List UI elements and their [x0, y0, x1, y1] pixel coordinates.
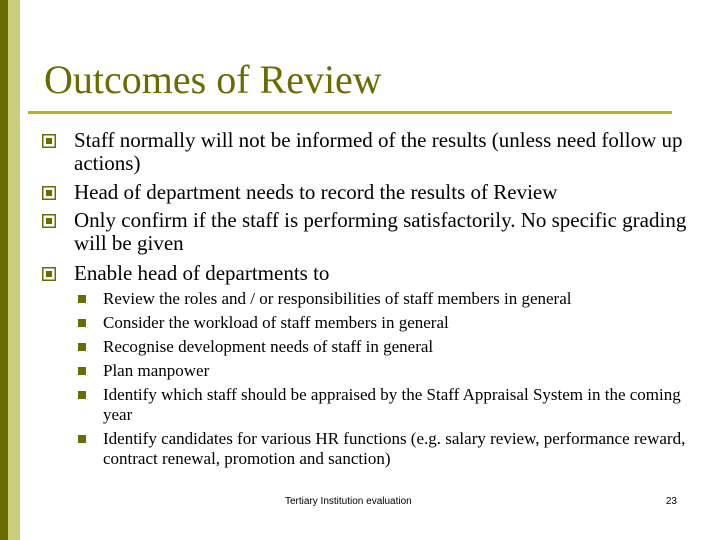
page-number: 23 — [665, 496, 677, 507]
square-bullet-icon — [78, 319, 86, 327]
p-bullet-icon — [42, 186, 56, 200]
sub-bullet-text: Consider the workload of staff members in general — [103, 313, 449, 332]
sub-bullet-item — [103, 385, 693, 425]
square-bullet-icon — [78, 295, 86, 303]
sub-bullet-text: Identify which staff should be appraised by the Staff Appraisal System in the coming year — [103, 385, 681, 424]
sub-bullet-item — [103, 337, 693, 357]
square-bullet-icon — [78, 391, 86, 399]
sub-bullet-text: Review the roles and / or responsibilities of staff members in general — [103, 289, 572, 308]
slide-title: Outcomes of Review — [44, 57, 382, 102]
square-bullet-icon — [78, 367, 86, 375]
sub-bullet-text: Plan manpower — [103, 361, 210, 380]
square-bullet-icon — [78, 343, 86, 351]
bullet-item — [74, 181, 694, 204]
sub-bullet-item — [103, 361, 693, 381]
bullet-item — [74, 129, 694, 175]
footer-text: Tertiary Institution evaluation — [285, 496, 412, 507]
sub-bullet-item — [103, 429, 693, 469]
sub-bullet-item — [103, 289, 693, 309]
bullet-text: Enable head of departments to — [74, 261, 330, 285]
p-bullet-icon — [42, 134, 56, 148]
sub-bullet-text: Identify candidates for various HR functions (e.g. salary review, performance reward, contract renewal, promotion and sanction) — [103, 429, 686, 468]
bullet-text: Staff normally will not be informed of the results (unless need follow up actions) — [74, 128, 683, 175]
bullet-item — [74, 262, 694, 285]
sub-bullet-text: Recognise development needs of staff in general — [103, 337, 434, 356]
p-bullet-icon — [42, 214, 56, 228]
bullet-item — [74, 209, 694, 255]
sub-bullet-item — [103, 313, 693, 333]
bullet-text: Only confirm if the staff is performing satisfactorily. No specific grading will be given — [74, 208, 687, 255]
p-bullet-icon — [42, 267, 56, 281]
bullet-text: Head of department needs to record the results of Review — [74, 180, 558, 204]
square-bullet-icon — [78, 435, 86, 443]
